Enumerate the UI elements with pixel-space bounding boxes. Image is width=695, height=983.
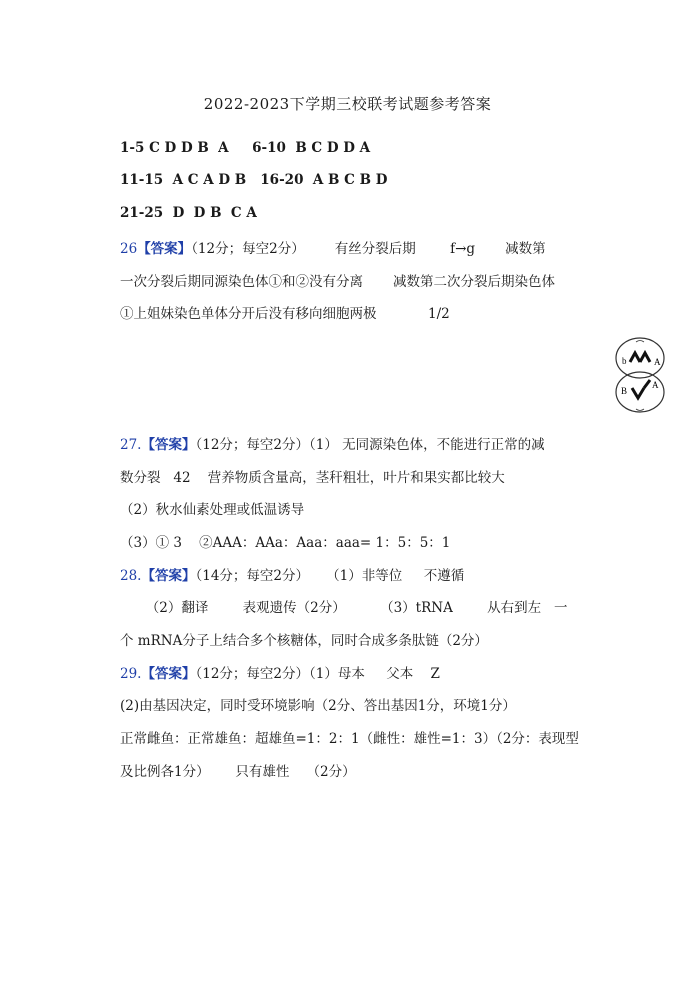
q26-number: 26 [120, 241, 138, 257]
q28-answer-tag: 【答案】 [141, 568, 196, 584]
q29-answer-tag: 【答案】 [141, 666, 196, 682]
q27-line-4: （3）① 3 ②AAA：AAa：Aaa：aaa= 1：5：5：1 [120, 535, 451, 551]
q26-line-3: ①上姐妹染色单体分开后没有移向细胞两极 1/2 [120, 306, 450, 322]
mc-answers-21-25: 21-25 D D B C A [120, 205, 257, 221]
q27-line-1 [120, 433, 545, 453]
q29-number: 29. [120, 666, 142, 682]
q27-score: （12分；每空2分） [195, 437, 310, 453]
q26-line-2: 一次分裂后期同源染色体①和②没有分离 减数第二次分裂后期染色体 [120, 274, 556, 290]
q28-line-1 [120, 564, 464, 584]
upper-chromosome-right [640, 353, 650, 362]
upper-right-gene: A [654, 357, 661, 367]
lower-chromosome-left [632, 388, 644, 398]
q29-line-3: 正常雌鱼：正常雄鱼：超雄鱼=1：2：1（雌性：雄性=1：3）（2分：表现型 [120, 731, 579, 747]
lower-chromosome-right [644, 380, 650, 388]
q29-line-2: (2)由基因决定，同时受环境影响（2分、答出基因1分，环境1分） [120, 698, 516, 714]
q27-line-3: （2）秋水仙素处理或低温诱导 [120, 502, 305, 518]
q28-score: （14分；每空2分） [195, 568, 310, 584]
q29-line-1 [120, 662, 440, 682]
q27-number: 27. [120, 437, 142, 453]
page-title: 2022-2023下学期三校联考试题参考答案 [203, 95, 492, 113]
q29-line-4: 及比例各1分） 只有雄性 （2分） [120, 764, 356, 780]
q29-answer-1: （1）母本 父本 Z [309, 666, 440, 682]
q27-answer-1: （1） 无同源染色体，不能进行正常的减 [309, 437, 545, 453]
lower-left-gene: B [621, 386, 628, 396]
q28-number: 28. [120, 568, 142, 584]
upper-chromosome-left [630, 353, 640, 362]
q28-line-2: （2）翻译 表观遗传（2分） （3）tRNA 从右到左 一 [120, 600, 568, 616]
upper-cell-mark [636, 341, 644, 343]
q29-score: （12分；每空2分） [195, 666, 310, 682]
mc-answers-1-10: 1-5 C D D B A 6-10 B C D D A [120, 140, 371, 156]
upper-left-gene: b [622, 356, 627, 366]
q27-answer-tag: 【答案】 [141, 437, 196, 453]
lower-cell-mark [636, 409, 644, 411]
q26-answer-1: 有丝分裂后期 f→g 减数第 [304, 241, 546, 257]
q26-score: （12分；每空2分） [191, 241, 305, 257]
q27-line-2: 数分裂 42 营养物质含量高，茎秆粗壮，叶片和果实都比较大 [120, 470, 505, 486]
mc-answers-11-20: 11-15 A C A D B 16-20 A B C B D [120, 172, 388, 188]
q28-answer-1: （1）非等位 不遵循 [309, 568, 465, 584]
q26-line-1 [120, 237, 546, 257]
q28-line-3: 个 mRNA分子上结合多个核糖体，同时合成多条肽链（2分） [120, 633, 488, 649]
lower-right-gene: A [652, 380, 659, 390]
cell-division-diagram [612, 336, 668, 416]
q26-answer-tag: 【答案】 [137, 241, 192, 257]
